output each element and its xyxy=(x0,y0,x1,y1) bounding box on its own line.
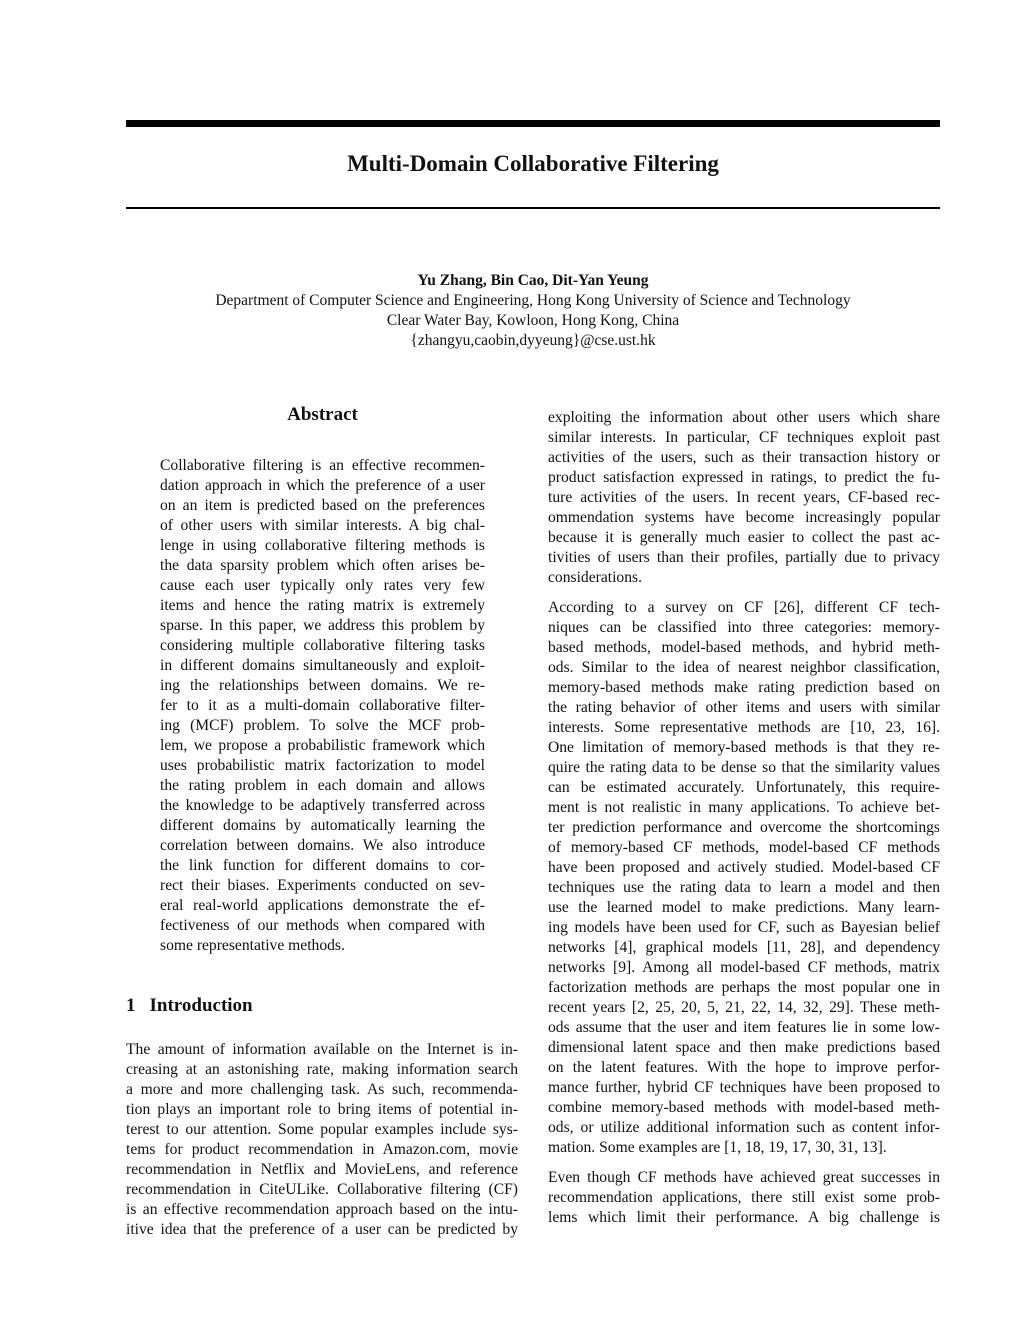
text-line: the rating problem in each domain and allows xyxy=(160,777,485,794)
text-line: Collaborative filtering is an effective recommen- xyxy=(160,457,485,474)
text-line: factorization methods are perhaps the most popular one in xyxy=(548,979,940,996)
text-line: the link function for different domains to cor- xyxy=(160,857,485,874)
text-line: The amount of information available on the Internet is in- xyxy=(126,1041,518,1058)
text-line: itive idea that the preference of a user can be predicted by xyxy=(126,1221,518,1238)
text-line: niques can be classified into three categories: memory- xyxy=(548,619,940,636)
text-line: is an effective recommendation approach based on the intu- xyxy=(126,1201,518,1218)
text-line: combine memory-based methods with model-based meth- xyxy=(548,1099,940,1116)
top-rule xyxy=(126,120,940,127)
text-line: ods. Similar to the idea of nearest neighbor classification, xyxy=(548,659,940,676)
text-line: sparse. In this paper, we address this problem by xyxy=(160,617,485,634)
intro-paragraph-4 xyxy=(548,1168,940,1228)
title-rule xyxy=(126,207,940,209)
text-line: fectiveness of our methods when compared with xyxy=(160,917,485,934)
text-line: ods assume that the user and item features lie in some low- xyxy=(548,1019,940,1036)
text-line: fer to it as a multi-domain collaborative filter- xyxy=(160,697,485,714)
text-line: some representative methods. xyxy=(160,937,345,954)
text-line: ture activities of the users. In recent years, CF-based rec- xyxy=(548,489,940,506)
text-line: the knowledge to be adaptively transferred across xyxy=(160,797,485,814)
text-line: eral real-world applications demonstrate the ef- xyxy=(160,897,485,914)
text-line: of other users with similar interests. A big chal- xyxy=(160,517,485,534)
author-affiliation: Department of Computer Science and Engineering, Hong Kong University of Science and Technology xyxy=(215,292,851,309)
author-address: Clear Water Bay, Kowloon, Hong Kong, China xyxy=(386,312,680,329)
text-line: use the learned model to make predictions. Many learn- xyxy=(548,899,940,916)
text-line: cause each user typically only rates very few xyxy=(160,577,485,594)
text-line: the rating behavior of other items and users with similar xyxy=(548,699,940,716)
intro-paragraph-2 xyxy=(548,408,940,588)
text-line: based methods, model-based methods, and hybrid meth- xyxy=(548,639,940,656)
section-title: Introduction xyxy=(149,995,253,1016)
author-names: Yu Zhang, Bin Cao, Dit-Yan Yeung xyxy=(417,272,649,289)
text-line: considerations. xyxy=(548,569,642,586)
text-line: terest to our attention. Some popular examples include sys- xyxy=(126,1121,518,1138)
abstract-heading: Abstract xyxy=(287,404,358,425)
section-heading-introduction xyxy=(126,995,267,1017)
text-line: different domains by automatically learning the xyxy=(160,817,485,834)
text-line: activities of the users, such as their transaction history or xyxy=(548,449,940,466)
text-line: networks [4], graphical models [11, 28], and dependency xyxy=(548,939,940,956)
text-line: One limitation of memory-based methods is that they re- xyxy=(548,739,940,756)
text-line: ing models have been used for CF, such as Bayesian belief xyxy=(548,919,940,936)
text-line: mation. Some examples are [1, 18, 19, 17, 30, 31, 13]. xyxy=(548,1139,887,1156)
text-line: ment is not realistic in many applications. To achieve bet- xyxy=(548,799,940,816)
text-line: can be estimated accurately. Unfortunately, this require- xyxy=(548,779,940,796)
text-line: rect their biases. Experiments conducted on sev- xyxy=(160,877,485,894)
text-line: lem, we propose a probabilistic framework which xyxy=(160,737,485,754)
text-line: because it is generally much easier to collect the past ac- xyxy=(548,529,940,546)
text-line: ter prediction performance and overcome the shortcomings xyxy=(548,819,940,836)
text-line: creasing at an astonishing rate, making information search xyxy=(126,1061,518,1078)
text-line: mance further, hybrid CF techniques have been proposed to xyxy=(548,1079,940,1096)
text-line: ods, or utilize additional information such as content infor- xyxy=(548,1119,940,1136)
section-number: 1 xyxy=(126,995,136,1016)
text-line: ing the relationships between domains. We re- xyxy=(160,677,485,694)
text-line: recent years [2, 25, 20, 5, 21, 22, 14, 32, 29]. These meth- xyxy=(548,999,940,1016)
text-line: networks [9]. Among all model-based CF methods, matrix xyxy=(548,959,940,976)
text-line: the data sparsity problem which often arises be- xyxy=(160,557,485,574)
text-line: items and hence the rating matrix is extremely xyxy=(160,597,485,614)
author-email: {zhangyu,caobin,dyyeung}@cse.ust.hk xyxy=(410,332,656,349)
intro-paragraph-3 xyxy=(548,598,940,1158)
intro-paragraph-1 xyxy=(126,1040,518,1240)
text-line: recommendation in Netflix and MovieLens, and reference xyxy=(126,1161,518,1178)
text-line: memory-based methods make rating prediction based on xyxy=(548,679,940,696)
text-line: product satisfaction expressed in ratings, to predict the fu- xyxy=(548,469,940,486)
text-line: recommendation in CiteULike. Collaborative filtering (CF) xyxy=(126,1181,518,1198)
text-line: tems for product recommendation in Amazon.com, movie xyxy=(126,1141,518,1158)
abstract-body xyxy=(160,456,485,956)
text-line: Even though CF methods have achieved great successes in xyxy=(548,1169,940,1186)
text-line: interests. Some representative methods are [10, 23, 16]. xyxy=(548,719,940,736)
text-line: exploiting the information about other users which share xyxy=(548,409,940,426)
text-line: of memory-based CF methods, model-based CF methods xyxy=(548,839,940,856)
text-line: quire the rating data to be dense so that the similarity values xyxy=(548,759,940,776)
text-line: recommendation applications, there still exist some prob- xyxy=(548,1189,940,1206)
text-line: lenge in using collaborative filtering methods is xyxy=(160,537,485,554)
text-line: correlation between domains. We also introduce xyxy=(160,837,485,854)
text-line: on the latent features. With the hope to improve perfor- xyxy=(548,1059,940,1076)
text-line: considering multiple collaborative filtering tasks xyxy=(160,637,485,654)
text-line: ing (MCF) problem. To solve the MCF prob- xyxy=(160,717,485,734)
text-line: have been proposed and actively studied. Model-based CF xyxy=(548,859,940,876)
text-line: tion plays an important role to bring items of potential in- xyxy=(126,1101,518,1118)
text-line: lems which limit their performance. A big challenge is xyxy=(548,1209,940,1226)
text-line: on an item is predicted based on the preferences xyxy=(160,497,485,514)
paper-title: Multi-Domain Collaborative Filtering xyxy=(347,151,719,176)
text-line: similar interests. In particular, CF techniques exploit past xyxy=(548,429,940,446)
text-line: techniques use the rating data to learn a model and then xyxy=(548,879,940,896)
text-line: tivities of users than their profiles, partially due to privacy xyxy=(548,549,940,566)
text-line: dation approach in which the preference of a user xyxy=(160,477,485,494)
text-line: dimensional latent space and then make predictions based xyxy=(548,1039,940,1056)
text-line: a more and more challenging task. As such, recommenda- xyxy=(126,1081,518,1098)
text-line: ommendation systems have become increasingly popular xyxy=(548,509,940,526)
text-line: uses probabilistic matrix factorization to model xyxy=(160,757,485,774)
text-line: in different domains simultaneously and exploit- xyxy=(160,657,485,674)
text-line: According to a survey on CF [26], different CF tech- xyxy=(548,599,940,616)
